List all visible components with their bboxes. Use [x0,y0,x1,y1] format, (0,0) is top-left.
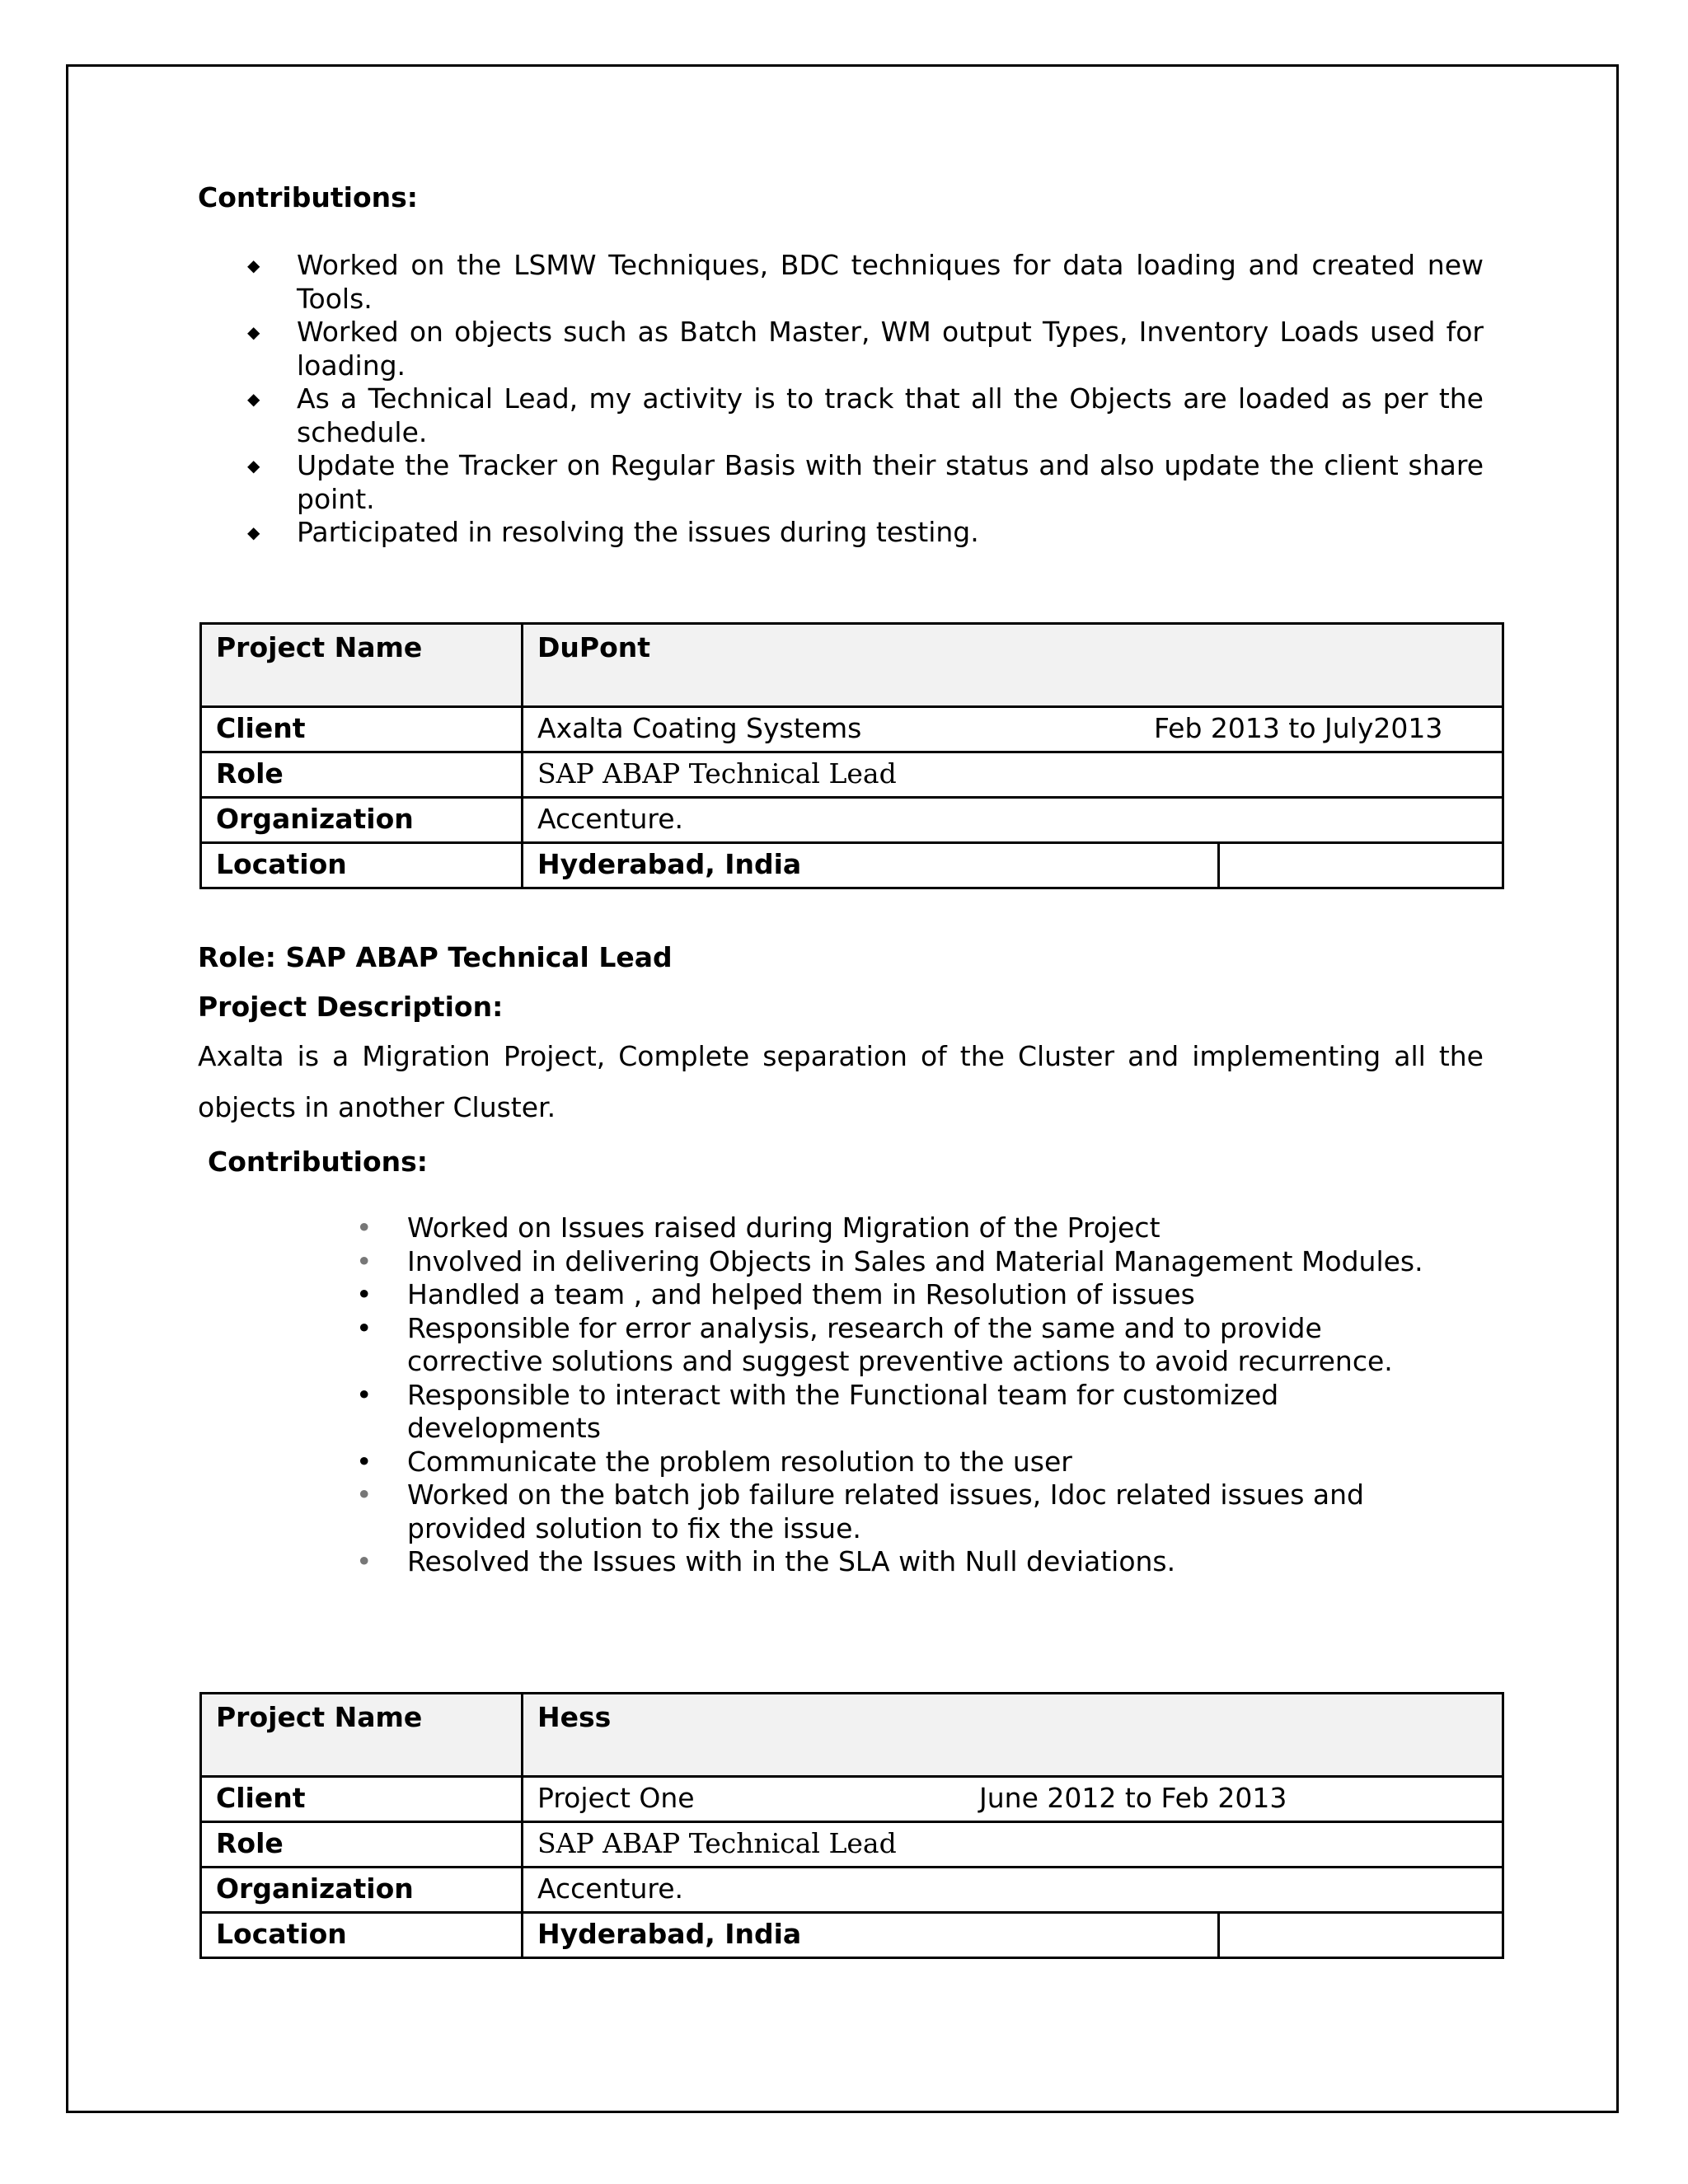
project-name-label: Project Name [201,1694,523,1777]
bullet-icon: • [356,1278,373,1310]
list-item: ◆ As a Technical Lead, my activity is to track that all the Objects are loaded as per the schedule. [247,382,1484,448]
table-row [201,1822,1503,1868]
client-cell [523,1777,1503,1822]
location-value: Hyderabad, India [523,843,1219,888]
project-name-value: Hess [523,1694,1503,1777]
table-row [201,843,1503,888]
list-item: • Worked on the batch job failure related issues, Idoc related issues and provided solution to fix the issue. [356,1479,1364,1544]
project-dates: Feb 2013 to July2013 [1154,712,1443,744]
diamond-bullet-icon: ◆ [247,255,260,275]
client-value: Axalta Coating Systems [537,712,862,744]
bullet-icon: • [356,1378,373,1411]
project-name-value: DuPont [523,624,1503,707]
table-row [201,1913,1503,1958]
bullet-icon: • [356,1545,373,1577]
client-cell [523,707,1503,752]
project-dates: June 2012 to Feb 2013 [979,1782,1287,1814]
project-name-label: Project Name [201,624,523,707]
location-value: Hyderabad, India [523,1913,1219,1958]
organization-value: Accenture. [523,1868,1503,1913]
bullet-icon: • [356,1445,373,1478]
bullet-icon: • [356,1311,373,1344]
role-heading: Role: SAP ABAP Technical Lead [198,941,673,973]
role-value: SAP ABAP Technical Lead [523,1822,1503,1868]
diamond-bullet-icon: ◆ [247,389,260,409]
list-item: ◆ Worked on objects such as Batch Master, WM output Types, Inventory Loads used for loading. [247,316,1484,382]
contributions-heading: Contributions: [198,181,418,213]
role-value: SAP ABAP Technical Lead [523,752,1503,798]
client-value: Project One [537,1782,695,1814]
location-label: Location [201,1913,523,1958]
project-description-line-2: objects in another Cluster. [198,1091,556,1123]
table-row [201,798,1503,843]
contributions-list-2 [356,1212,1446,1579]
list-item: ◆ Participated in resolving the issues during testing. [247,516,979,548]
diamond-bullet-icon: ◆ [247,322,260,342]
list-item: ◆ Worked on the LSMW Techniques, BDC techniques for data loading and created new Tools. [247,249,1484,315]
project-table-dupont [199,622,1504,889]
table-row [201,1694,1503,1777]
list-item: • Worked on Issues raised during Migration of the Project [356,1212,1160,1244]
location-label: Location [201,843,523,888]
table-row [201,752,1503,798]
table-row [201,1777,1503,1822]
organization-label: Organization [201,798,523,843]
project-table-hess [199,1692,1504,1959]
table-row [201,707,1503,752]
table-row [201,624,1503,707]
list-item: • Communicate the problem resolution to the user [356,1445,1072,1478]
diamond-bullet-icon: ◆ [247,523,260,542]
client-label: Client [201,1777,523,1822]
project-description-line-1: Axalta is a Migration Project, Complete separation of the Cluster and implementing all the [198,1040,1484,1072]
empty-cell [1219,1913,1503,1958]
client-label: Client [201,707,523,752]
role-label: Role [201,1822,523,1868]
list-item: • Resolved the Issues with in the SLA with Null deviations. [356,1545,1176,1577]
bullet-icon: • [356,1212,373,1244]
list-item: • Responsible for error analysis, research of the same and to provide corrective solutions and suggest preventive actions to avoid recurrence. [356,1311,1393,1377]
contributions-list [247,249,1484,550]
diamond-bullet-icon: ◆ [247,456,260,476]
role-label: Role [201,752,523,798]
empty-cell [1219,843,1503,888]
list-item: • Involved in delivering Objects in Sales and Material Management Modules. [356,1244,1423,1277]
list-item: • Handled a team , and helped them in Resolution of issues [356,1278,1195,1310]
table-row [201,1868,1503,1913]
organization-label: Organization [201,1868,523,1913]
bullet-icon: • [356,1244,373,1277]
bullet-icon: • [356,1479,373,1511]
organization-value: Accenture. [523,798,1503,843]
list-item: • Responsible to interact with the Functional team for customized developments [356,1378,1279,1444]
contributions-heading-2: Contributions: [208,1146,428,1178]
project-description-heading: Project Description: [198,991,504,1023]
list-item: ◆ Update the Tracker on Regular Basis with their status and also update the client share point. [247,449,1484,515]
